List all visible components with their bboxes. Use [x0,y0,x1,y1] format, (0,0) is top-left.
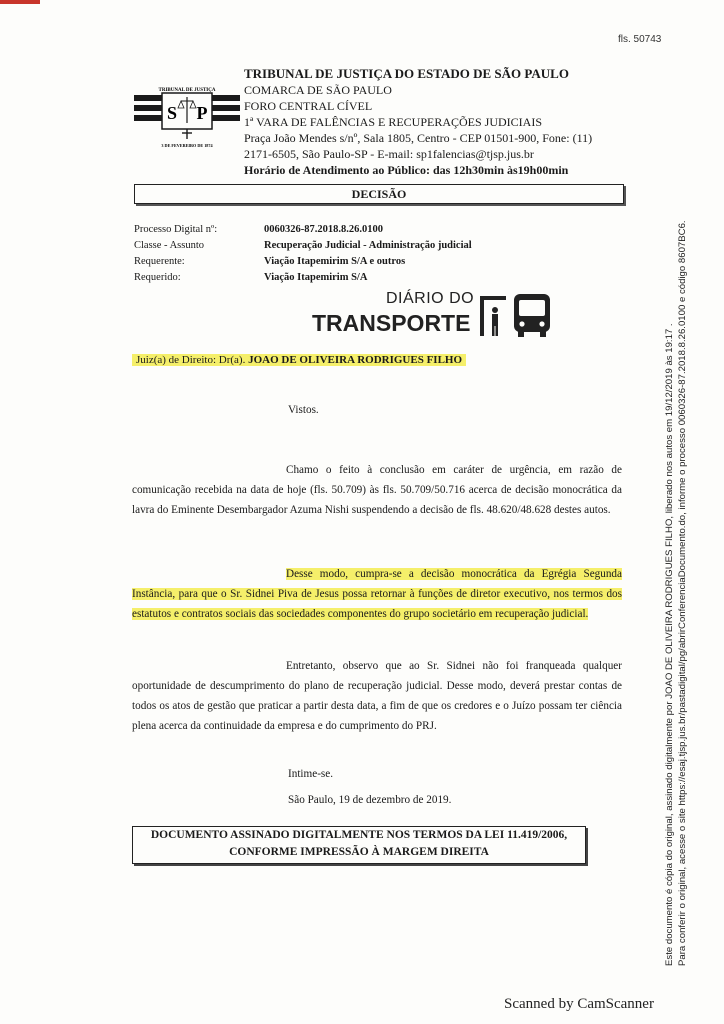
judge-line [132,354,466,366]
person-shelter-icon [478,292,508,338]
corner-mark [0,0,40,4]
meta-row-classe [134,238,472,254]
meta-row-requerido [134,270,472,286]
meta-label: Requerido: [134,272,181,283]
meta-value: Viação Itapemirim S/A e outros [264,256,406,267]
margin-authentication-note [663,166,689,966]
signature-line-2: CONFORME IMPRESSÃO À MARGEM DIREITA [229,846,489,858]
court-header [244,66,624,178]
meta-row-requerente [134,254,472,270]
seal-top-text: TRIBUNAL DE JUSTIÇA [158,88,216,93]
scanner-watermark: Scanned by CamScanner [504,996,654,1012]
page-reference: fls. 50743 [618,34,662,45]
judge-label: Juiz(a) de Direito: Dr(a). [136,354,246,366]
judge-name: JOAO DE OLIVEIRA RODRIGUES FILHO [248,354,463,366]
seal-bottom-text: 3 DE FEVEREIRO DE 1874 [161,143,213,148]
meta-label: Processo Digital nº: [134,224,218,235]
seal-letter-left: S [166,103,178,123]
paragraph-2-text: Desse modo, cumpra-se a decisão monocrática da Egrégia Segunda Instância, para que o Sr. Sidnei Piva de Jesus possa retornar à funções de diretor executivo, nos termos dos estatutos e contratos sociais das sociedades componentes do grupo societário em recuperação judicial. [132,568,622,620]
paragraph-1 [132,460,622,520]
margin-note-line-1: Este documento é cópia do original, assinado digitalmente por JOAO DE OLIVEIRA RODRIGUES FILHO, liberado nos autos em 19/12/2019 às 19:17 . [664,323,675,966]
court-name: TRIBUNAL DE JUSTIÇA DO ESTADO DE SÃO PAULO [244,66,569,81]
seal-letter-right: P [196,103,208,123]
paragraph-3 [132,656,622,736]
digital-signature-box [132,826,586,864]
meta-value: 0060326-87.2018.8.26.0100 [264,224,383,235]
address-line-2: 2171-6505, São Paulo-SP - E-mail: sp1falencias@tjsp.jus.br [244,147,534,161]
case-metadata [134,222,472,286]
signature-line-1: DOCUMENTO ASSINADO DIGITALMENTE NOS TERMOS DA LEI 11.419/2006, [150,829,568,841]
date-line: São Paulo, 19 de dezembro de 2019. [288,794,452,806]
paragraph-2 [132,564,622,624]
paragraph-1-text: Chamo o feito à conclusão em caráter de urgência, em razão de comunicação recebida na data de hoje (fls. 50.709) às fls. 50.709/50.716 acerca de decisão monocrática da lavra do Eminente Desembargador Azuma Nishi suspendendo a decisão de fls. 48.620/48.628 destes autos. [132,464,622,516]
court-seal-logo [134,83,240,149]
margin-note-line-2: Para conferir o original, acesse o site https://esaj.tjsp.jus.br/pastadigital/pg/abrirConferenciaDocumento.do, informe o processo 0060326-87.2018.8.26.0100 e código 8607BC6. [677,220,688,966]
meta-label: Classe - Assunto [134,240,205,251]
logo-line-1: DIÁRIO DO [386,290,475,307]
logo-line-2: TRANSPORTE [312,310,471,336]
paragraph-3-text: Entretanto, observo que ao Sr. Sidnei não foi franqueada qualquer oportunidade de descumprimento do plano de recuperação judicial. Desse modo, deverá prestar contas de todos os atos de gestão que praticar a partir desta data, a fim de que os credores e o Juízo possam ter ciência plena acerca da continuidade da empresa e do cumprimento do PRJ. [132,660,622,732]
vara: 1ª VARA DE FALÊNCIAS E RECUPERAÇÕES JUDICIAIS [244,115,543,129]
meta-row-processo [134,222,472,238]
comarca: COMARCA DE SÃO PAULO [244,83,392,97]
meta-value: Recuperação Judicial - Administração judicial [264,240,472,251]
office-hours: Horário de Atendimento ao Público: das 12h30min às19h00min [244,163,569,177]
intime-se: Intime-se. [288,768,334,780]
vistos: Vistos. [288,404,319,416]
diario-do-transporte-logo [312,290,556,340]
meta-value: Viação Itapemirim S/A [264,272,368,283]
foro: FORO CENTRAL CÍVEL [244,99,373,113]
meta-label: Requerente: [134,256,185,267]
bus-icon [512,292,552,338]
decision-title: DECISÃO [134,184,624,204]
address-line-1: Praça João Mendes s/nº, Sala 1805, Centro - CEP 01501-900, Fone: (11) [244,131,593,145]
